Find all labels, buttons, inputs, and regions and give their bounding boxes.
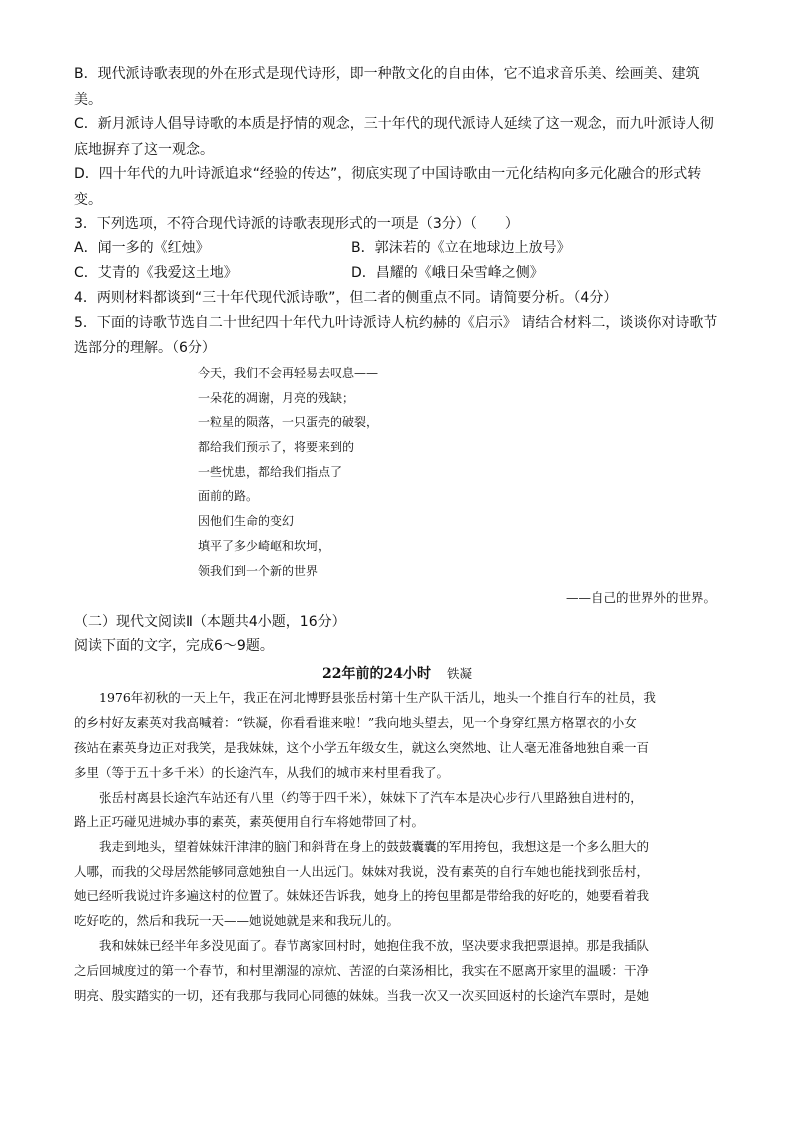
question-3-option-a: A．闻一多的《红烛》 xyxy=(74,240,210,256)
poem-closing-line: ——自己的世界外的世界。 xyxy=(565,590,716,605)
option-b-line-1: B．现代派诗歌表现的外在形式是现代诗形，即一种散文化的自由体，它不追求音乐美、绘画美、建筑 xyxy=(74,66,700,82)
article-author: 铁凝 xyxy=(446,666,472,681)
question-5-line-2: 选部分的理解。（6分） xyxy=(74,340,216,356)
article-line: 我和妹妹已经半年多没见面了。春节离家回村时，她抱住我不放，坚决要求我把票退掉。那是我插队 xyxy=(99,938,650,953)
option-d-line-2: 变。 xyxy=(74,192,102,208)
question-3-option-c: C．艾青的《我爱这土地》 xyxy=(74,265,238,281)
article-line: 1976年初秋的一天上午，我正在河北博野县张岳村第十生产队干活儿，地头一个推自行车的社员，我 xyxy=(99,690,656,705)
option-c-line-1: C．新月派诗人倡导诗歌的本质是抒情的观念，三十年代的现代派诗人延续了这一观念，而九叶派诗人彻 xyxy=(74,116,714,132)
article-title: 22年前的24小时 xyxy=(322,666,431,682)
article-line: 她已经听我说过许多遍这村的位置了。妹妹还告诉我，她身上的挎包里都是带给我的好吃的，她要看着我 xyxy=(74,888,650,903)
poem-line: 一些忧患，都给我们指点了 xyxy=(198,465,343,479)
article-line: 路上正巧碰见进城办事的素英，素英便用自行车将她带回了村。 xyxy=(74,814,425,829)
section-2-heading: （二）现代文阅读Ⅱ（本题共4小题，16分） xyxy=(74,614,346,630)
poem-line: 都给我们预示了，将要来到的 xyxy=(198,440,355,454)
question-3-stem: 3．下列选项，不符合现代诗派的诗歌表现形式的一项是（3分）（ ） xyxy=(74,216,519,232)
poem-line: 因他们生命的变幻 xyxy=(198,514,295,528)
question-3-option-b: B．郭沫若的《立在地球边上放号》 xyxy=(351,240,571,256)
poem-line: 领我们到一个新的世界 xyxy=(198,564,319,578)
option-b-line-2: 美。 xyxy=(74,92,102,108)
article-line: 多里（等于五十多千米）的长途汽车，从我们的城市来村里看我了。 xyxy=(74,765,450,780)
poem-line: 一朵花的凋谢，月亮的残缺； xyxy=(198,391,355,405)
article-line: 人哪，而我的父母居然能够同意她独自一人出远门。妹妹对我说，没有素英的自行车她也能找到张岳村， xyxy=(74,864,650,879)
article-line: 张岳村离县长途汽车站还有八里（约等于四千米），妹妹下了汽车本是决心步行八里路独自进村的， xyxy=(99,790,643,805)
poem-line: 一粒星的陨落，一只蛋壳的破裂， xyxy=(198,415,379,429)
article-line: 吃好吃的，然后和我玩一天——她说她就是来和我玩儿的。 xyxy=(74,913,400,928)
article-line: 孩站在素英身边正对我笑，是我妹妹，这个小学五年级女生，就这么突然地、让人毫无准备地独自乘一百 xyxy=(74,740,650,755)
poem-line: 面前的路。 xyxy=(198,489,259,503)
article-line: 的乡村好友素英对我高喊着：“铁凝，你看看谁来啦！”我向地头望去，见一个身穿红黑方格罩衣的小女 xyxy=(74,715,637,730)
poem-line: 今天，我们不会再轻易去叹息—— xyxy=(198,366,379,380)
article-line: 明亮、殷实踏实的一切，还有我那与我同心同德的妹妹。当我一次又一次买回返村的长途汽车票时，是她 xyxy=(74,988,650,1003)
article-line: 之后回城度过的第一个春节，和村里潮湿的凉炕、苦涩的白菜汤相比，我实在不愿离开家里的温暖：干净 xyxy=(74,963,650,978)
question-4: 4．两则材料都谈到“三十年代现代派诗歌”，但二者的侧重点不同。请简要分析。（4分） xyxy=(74,290,618,306)
option-d-line-1: D．四十年代的九叶诗派追求“经验的传达”，彻底实现了中国诗歌由一元化结构向多元化融合的形式转 xyxy=(74,166,702,182)
article-line: 我走到地头，望着妹妹汗津津的脑门和斜背在身上的鼓鼓囊囊的军用挎包，我想这是一个多么胆大的 xyxy=(99,839,650,854)
poem-line: 填平了多少崎岖和坎坷， xyxy=(198,539,331,553)
section-2-instruction: 阅读下面的文字，完成6～9题。 xyxy=(74,638,274,654)
question-3-option-d: D．昌耀的《峨日朵雪峰之侧》 xyxy=(351,265,544,281)
question-5-line-1: 5．下面的诗歌节选自二十世纪四十年代九叶诗派诗人杭约赫的《启示》 请结合材料二，谈谈你对诗歌节 xyxy=(74,315,718,331)
article-title-row xyxy=(0,664,794,684)
option-c-line-2: 底地摒弃了这一观念。 xyxy=(74,142,214,158)
